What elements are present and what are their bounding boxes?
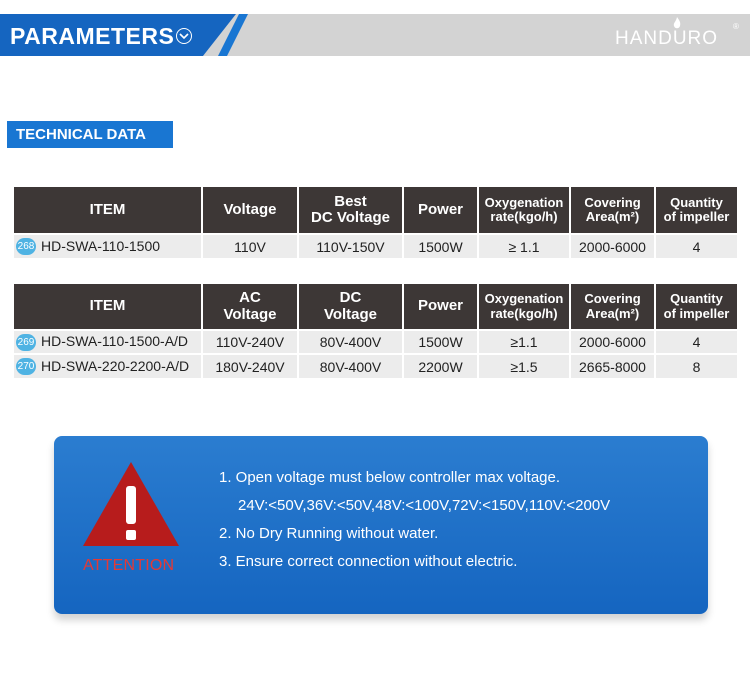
header-best-dc-voltage: Best DC Voltage	[298, 187, 403, 234]
cell-impeller: 4	[655, 330, 737, 354]
cell-impeller: 4	[655, 234, 737, 258]
table-row	[14, 330, 737, 354]
cell-oxygenation: ≥1.1	[478, 330, 570, 354]
table-header-row	[14, 187, 737, 234]
cell-dc-voltage: 80V-400V	[298, 330, 403, 354]
attention-label: ATTENTION	[83, 557, 175, 574]
cell-voltage: 110V	[202, 234, 298, 258]
note-3: 3. Ensure correct connection without electric.	[219, 553, 518, 570]
header-power: Power	[403, 284, 478, 330]
row-number-badge: 269	[16, 334, 36, 351]
cell-area: 2000-6000	[570, 234, 655, 258]
note-1: 1. Open voltage must below controller max voltage.	[219, 469, 561, 486]
header-voltage: Voltage	[202, 187, 298, 234]
row-number-badge: 270	[16, 358, 36, 375]
header-covering-area: Covering Area(m²)	[570, 284, 655, 330]
header-quantity-impeller: Quantity of impeller	[655, 284, 737, 330]
row-number-badge: 268	[16, 238, 36, 255]
cell-item: 269 HD-SWA-110-1500-A/D	[14, 330, 202, 354]
cell-item: 270 HD-SWA-220-2200-A/D	[14, 354, 202, 378]
brand-logo: HANDURO	[615, 28, 719, 49]
table-row	[14, 354, 737, 378]
registered-mark: ®	[733, 22, 739, 31]
table-header-row	[14, 284, 737, 330]
cell-oxygenation: ≥1.5	[478, 354, 570, 378]
table-row	[14, 234, 737, 258]
header-item: ITEM	[14, 187, 202, 234]
cell-oxygenation: ≥ 1.1	[478, 234, 570, 258]
section-title: TECHNICAL DATA	[7, 121, 173, 148]
cell-area: 2665-8000	[570, 354, 655, 378]
header-item: ITEM	[14, 284, 202, 330]
note-2: 2. No Dry Running without water.	[219, 525, 439, 542]
cell-dc-voltage: 80V-400V	[298, 354, 403, 378]
header-dc-voltage: DC Voltage	[298, 284, 403, 330]
cell-power: 2200W	[403, 354, 478, 378]
warning-triangle-icon	[81, 460, 181, 548]
header-power: Power	[403, 187, 478, 234]
header-ac-voltage: AC Voltage	[202, 284, 298, 330]
header-quantity-impeller: Quantity of impeller	[655, 187, 737, 234]
cell-ac-voltage: 110V-240V	[202, 330, 298, 354]
header-covering-area: Covering Area(m²)	[570, 187, 655, 234]
header-oxygenation: Oxygenation rate(kgo/h)	[478, 284, 570, 330]
attention-notes	[219, 468, 610, 580]
spec-table-2	[14, 284, 737, 378]
page-title: PARAMETERS	[10, 23, 175, 49]
cell-impeller: 8	[655, 354, 737, 378]
cell-area: 2000-6000	[570, 330, 655, 354]
chevron-down-icon[interactable]	[176, 28, 192, 44]
cell-power: 1500W	[403, 234, 478, 258]
cell-item: 268 HD-SWA-110-1500	[14, 234, 202, 258]
page-header	[0, 14, 750, 56]
note-1-voltages: 24V:<50V,36V:<50V,48V:<100V,72V:<150V,110V:<200V	[238, 497, 611, 514]
cell-ac-voltage: 180V-240V	[202, 354, 298, 378]
cell-dc-voltage: 110V-150V	[298, 234, 403, 258]
header-oxygenation: Oxygenation rate(kgo/h)	[478, 187, 570, 234]
cell-power: 1500W	[403, 330, 478, 354]
spec-table-1	[14, 187, 737, 258]
